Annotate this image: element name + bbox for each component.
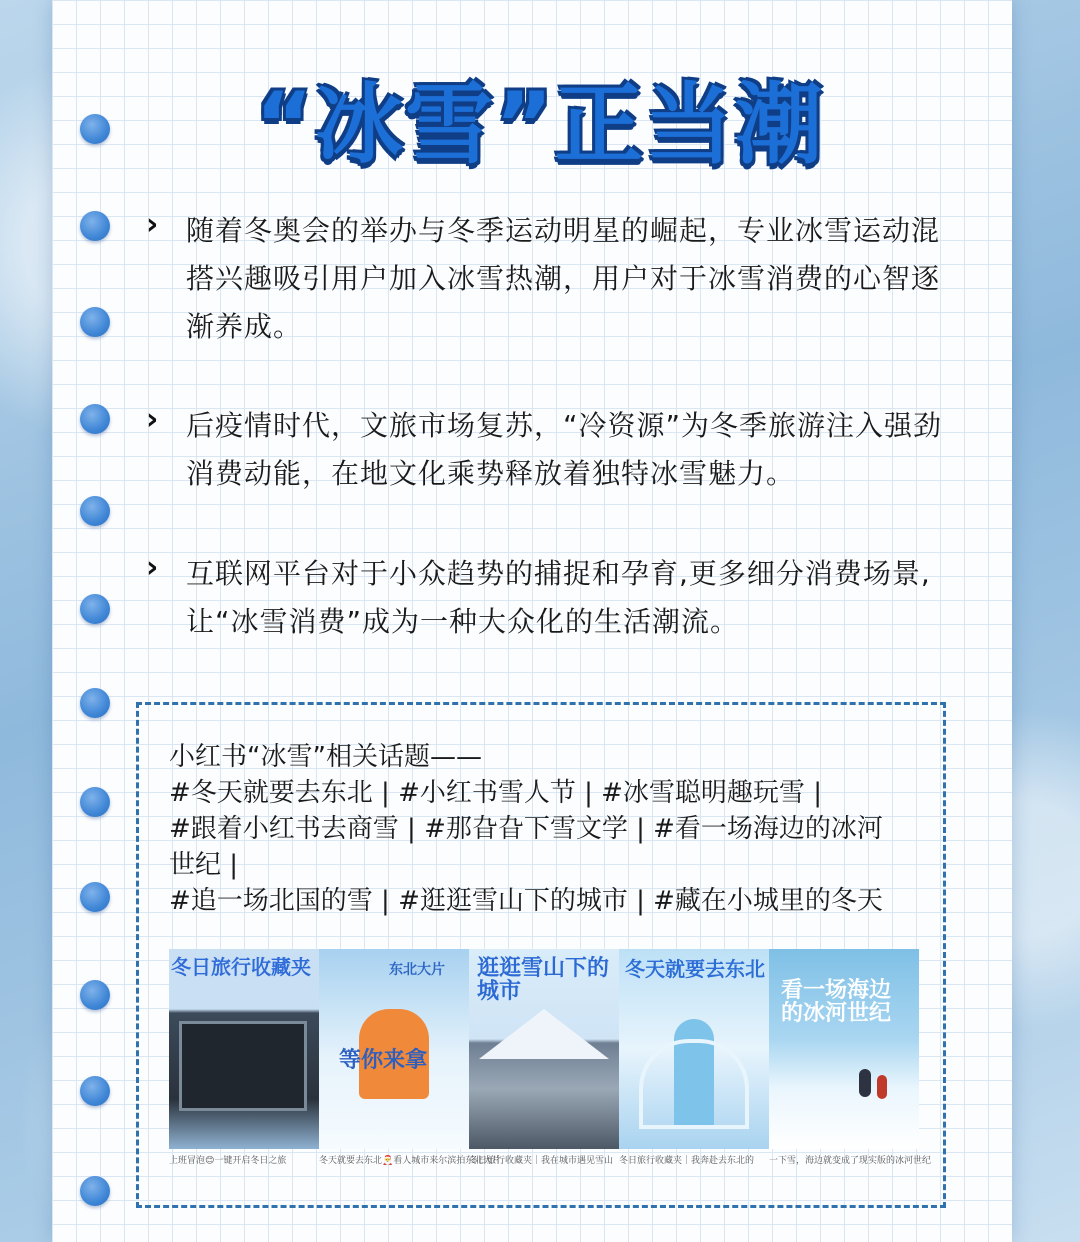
ring-hole-8 [80,787,110,817]
ring-hole-10 [80,980,110,1010]
bullet-text: 后疫情时代，文旅市场复苏，“冷资源”为冬季旅游注入强劲消费动能，在地文化乘势释放着独特冰雪魅力。 [186,409,943,490]
topics-line-2: #跟着小红书去商雪 | #那旮旮下雪文学 | #看一场海边的冰河 [169,814,883,844]
topics-line-3: 世纪 | [169,850,239,880]
ring-hole-12 [80,1176,110,1206]
page-title: “冰雪”正当潮 [255,73,825,176]
topics-box [136,702,946,1208]
ring-hole-7 [80,688,110,718]
bullet-text: 互联网平台对于小众趋势的捕捉和孕育,更多细分消费场景,让“冰雪消费”成为一种大众化的生活潮流。 [186,557,931,638]
ring-hole-5 [80,496,110,526]
poster-caption: 上班冒泡😊一键开启冬日之旅 [169,1156,287,1166]
poster-title: 看一场海边的冰河世纪 [781,978,892,1027]
poster-card-2[interactable] [319,949,502,1179]
poster-card-3[interactable] [469,949,619,1179]
poster-caption: 冬天就要去东北🎅看人城市来尔滨拍东北大片 [319,1156,502,1166]
topics-heading: 小红书“冰雪”相关话题—— [169,742,482,772]
poster-strip [169,949,932,1179]
chevron-right-icon: › [146,402,159,437]
topics-text [169,739,929,919]
chevron-right-icon: › [146,207,159,242]
poster-caption: 一下雪，海边就变成了现实版的冰河世纪 [769,1156,932,1166]
poster-image [169,949,319,1149]
poster-card-5[interactable] [769,949,932,1179]
poster-title: 逛逛雪山下的城市 [477,956,610,1005]
poster-image [619,949,769,1149]
chevron-right-icon: › [146,550,159,585]
poster-image [469,949,619,1149]
ring-hole-2 [80,211,110,241]
ring-hole-6 [80,594,110,624]
poster-title: 等你来拿 [339,1048,428,1073]
bullet-text: 随着冬奥会的举办与冬季运动明星的崛起，专业冰雪运动混搭兴趣吸引用户加入冰雪热潮，用户对于冰雪消费的心智逐渐养成。 [186,214,941,343]
ring-hole-3 [80,307,110,337]
ring-hole-4 [80,404,110,434]
poster-image [319,949,469,1149]
bullet-2 [146,402,946,498]
poster-card-1[interactable] [169,949,319,1179]
poster-subtitle: 东北大片 [389,962,445,978]
poster-title: 冬天就要去东北 [625,957,765,981]
poster-title: 冬日旅行收藏夹 [171,955,311,979]
topics-line-1: #冬天就要去东北 | #小红书雪人节 | #冰雪聪明趣玩雪 | [169,778,822,808]
topics-line-4: #追一场北国的雪 | #逛逛雪山下的城市 | #藏在小城里的冬天 [169,886,883,916]
poster-caption: 冬日旅行收藏夹｜我在城市遇见雪山 [469,1156,614,1166]
poster-card-4[interactable] [619,949,769,1179]
poster-caption: 冬日旅行收藏夹｜我奔赴去东北的 [619,1156,755,1166]
ring-hole-11 [80,1076,110,1106]
ring-hole-9 [80,882,110,912]
bullet-3 [146,550,946,646]
poster-image [769,949,919,1149]
bullet-1 [146,207,946,351]
